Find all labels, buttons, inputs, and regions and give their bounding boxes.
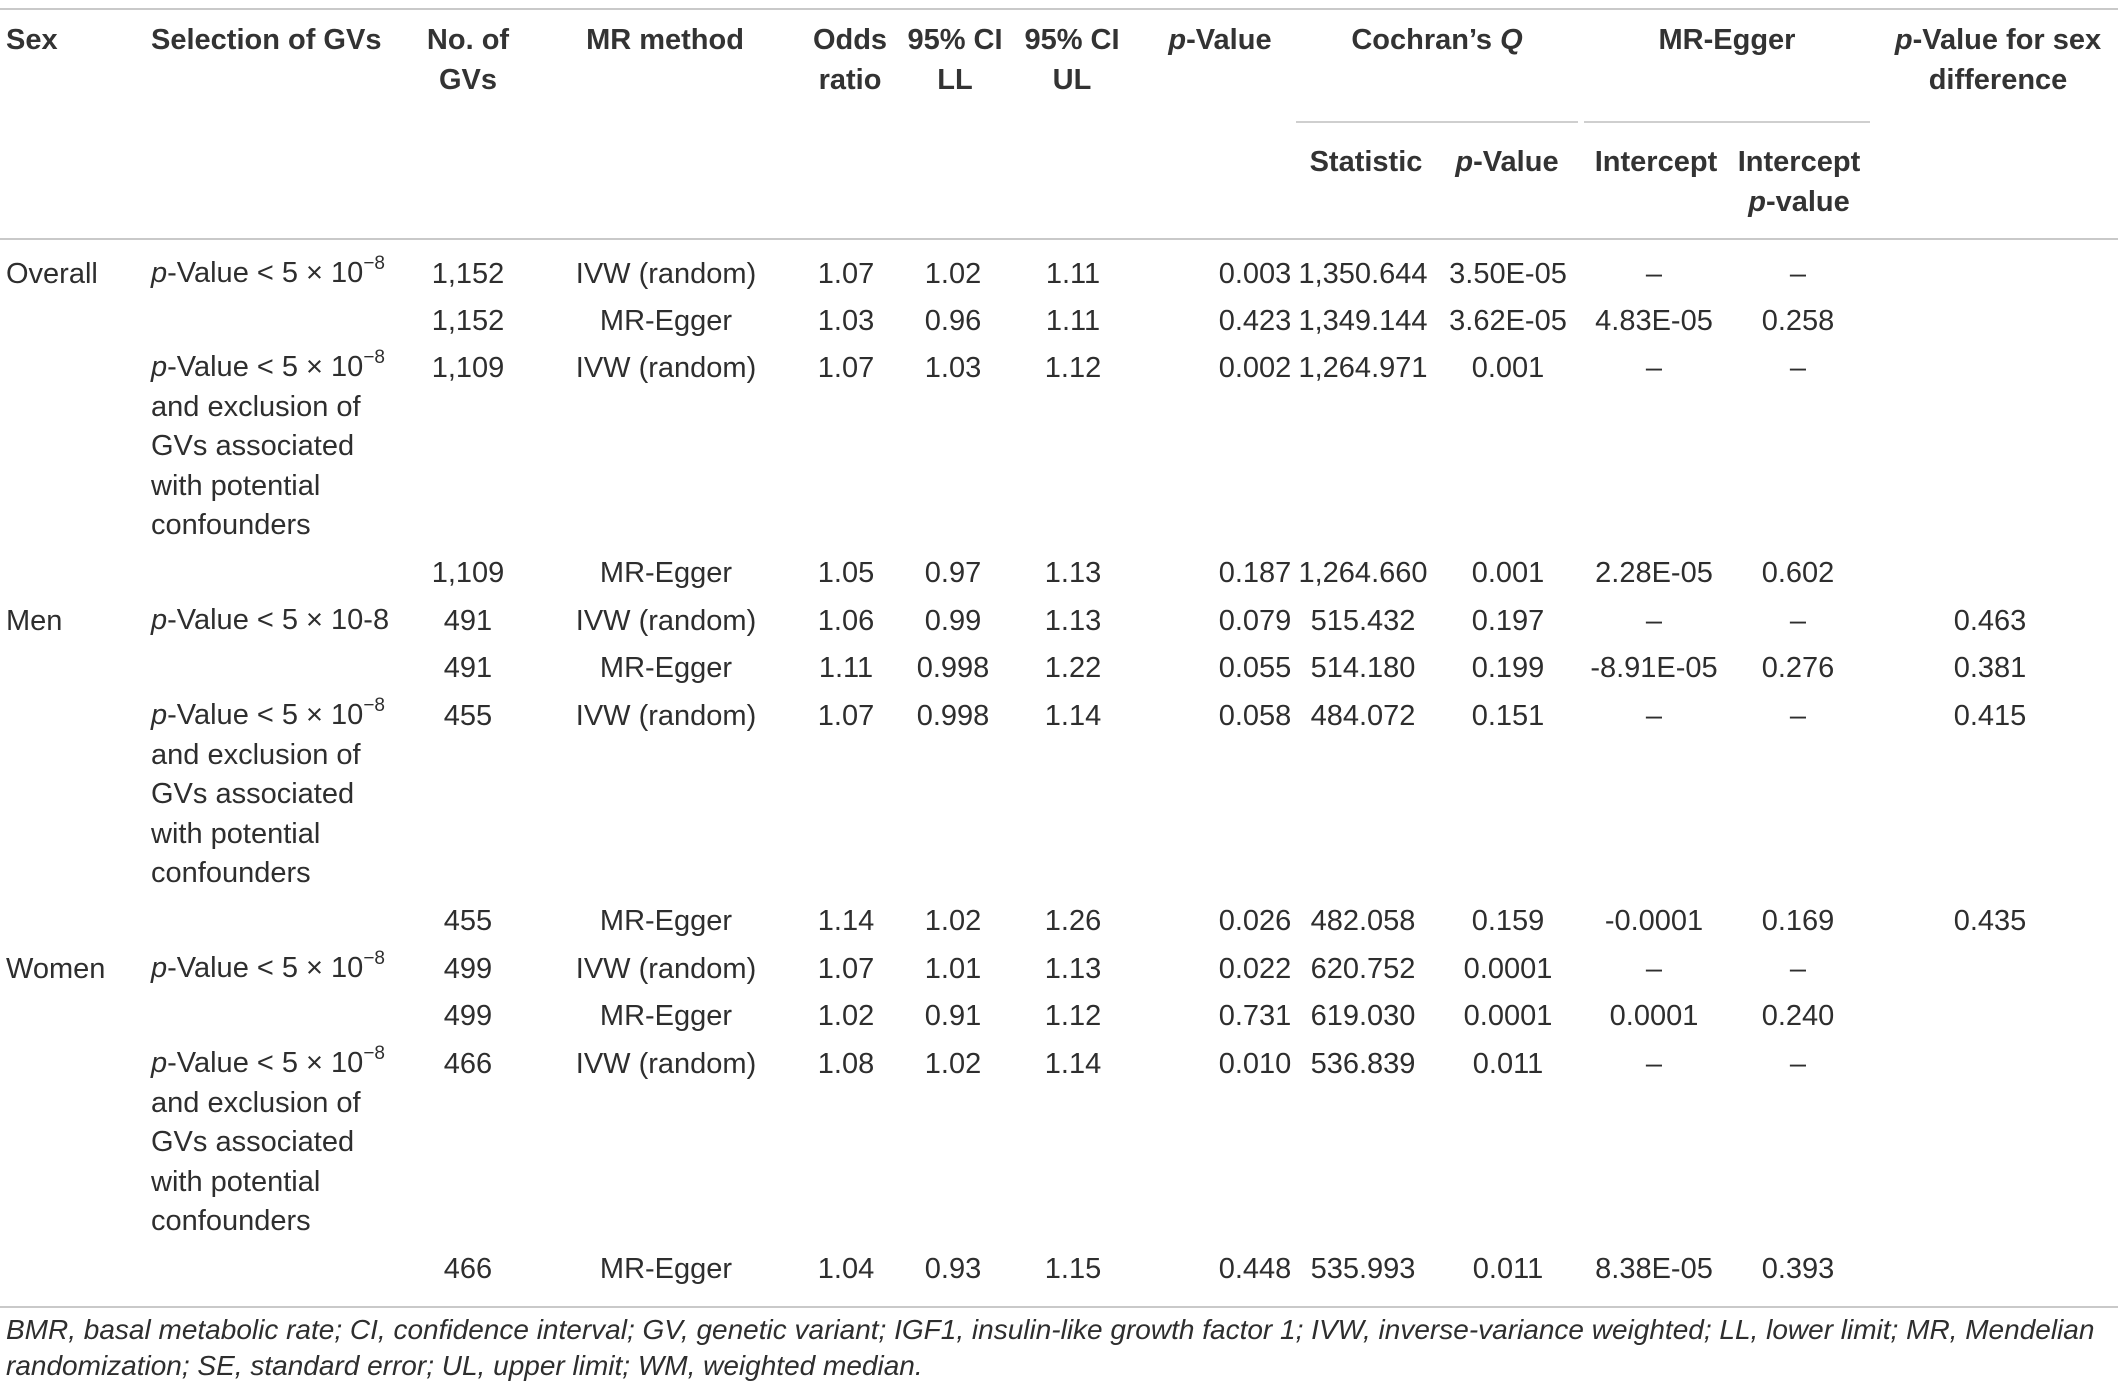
cell-or: 1.06 (817, 605, 875, 637)
p-italic: p (151, 351, 168, 383)
cell-p: 0.003 (1218, 258, 1292, 290)
cell-qp: 0.011 (1472, 1048, 1544, 1080)
selection-line: confounders (151, 857, 311, 889)
cell-ul: 1.12 (1044, 352, 1102, 384)
header-num-gvs: No. of GVs (426, 24, 510, 96)
selection-line: with potential (151, 817, 321, 850)
header-mregger: MR-Egger (1658, 24, 1796, 56)
selection-label (151, 254, 441, 294)
cell-method: IVW (random) (575, 352, 757, 384)
cell-qp: 0.001 (1471, 557, 1545, 589)
cell-intp: 0.602 (1761, 557, 1835, 589)
cell-q: 1,264.660 (1298, 557, 1428, 589)
cell-p: 0.002 (1218, 352, 1292, 384)
cell-q: 536.839 (1310, 1048, 1416, 1080)
cell-or: 1.03 (817, 305, 875, 337)
cell-qp: 0.199 (1471, 652, 1545, 684)
cell-ul: 1.15 (1044, 1253, 1102, 1285)
cell-q: 515.432 (1310, 605, 1416, 637)
cell-ll: 0.97 (924, 557, 982, 589)
header-bottom-rule (0, 238, 2118, 240)
exponent: −8 (363, 695, 385, 716)
cell-or: 1.07 (817, 700, 875, 732)
cell-gvs: 499 (443, 953, 493, 985)
cell-or: 1.07 (817, 953, 875, 985)
cell-qp: 0.011 (1472, 1253, 1544, 1285)
top-rule (0, 8, 2118, 10)
cell-int: 0.0001 (1609, 1000, 1699, 1032)
cell-ul: 1.14 (1044, 700, 1102, 732)
cell-int: 8.38E-05 (1595, 1253, 1713, 1285)
cell-q: 1,350.644 (1298, 258, 1428, 290)
cell-method: IVW (random) (575, 258, 757, 290)
cell-gvs: 1,109 (431, 557, 505, 589)
sex-label: Men (6, 605, 63, 637)
cell-ll: 1.02 (924, 905, 982, 937)
cell-or: 1.07 (817, 258, 875, 290)
cell-intp: – (1789, 258, 1807, 290)
cell-int: -0.0001 (1604, 905, 1704, 937)
cell-p: 0.079 (1218, 605, 1292, 637)
p-italic: p (151, 1047, 168, 1079)
cell-gvs: 1,152 (431, 258, 505, 290)
header-cochran-p: p-Value (1455, 146, 1559, 178)
cell-q: 484.072 (1310, 700, 1416, 732)
cell-method: MR-Egger (599, 905, 733, 937)
cell-gvs: 455 (443, 700, 493, 732)
cell-int: – (1645, 258, 1663, 290)
cell-method: MR-Egger (599, 652, 733, 684)
header-p-value (1150, 20, 1290, 60)
cell-sexp: 0.463 (1953, 605, 2027, 637)
selection-line: and exclusion of (151, 738, 361, 771)
cell-ul: 1.11 (1045, 258, 1101, 290)
cell-ul: 1.22 (1044, 652, 1102, 684)
cell-ll: 1.02 (924, 258, 982, 290)
exponent: −8 (363, 1043, 385, 1064)
cell-intp: – (1789, 352, 1807, 384)
cell-p: 0.448 (1218, 1253, 1292, 1285)
cell-method: MR-Egger (599, 1000, 733, 1032)
cell-ul: 1.13 (1044, 557, 1102, 589)
cell-p: 0.058 (1218, 700, 1292, 732)
cell-qp: 0.0001 (1463, 1000, 1553, 1032)
selection-line: GVs associated (151, 1126, 355, 1158)
cell-qp: 3.50E-05 (1449, 258, 1567, 290)
cell-gvs: 1,109 (431, 352, 505, 384)
selection-line: confounders (151, 509, 311, 541)
cell-gvs: 491 (443, 652, 493, 684)
header-cochran-statistic: Statistic (1309, 146, 1423, 178)
cell-or: 1.08 (817, 1048, 875, 1080)
cell-qp: 3.62E-05 (1449, 305, 1567, 337)
cell-or: 1.11 (818, 652, 874, 684)
selection-label (151, 1044, 441, 1242)
cell-ll: 0.96 (924, 305, 982, 337)
selection-criterion: p-Value < $5 \times 10^{-8}$ (151, 948, 385, 984)
cell-q: 619.030 (1310, 1000, 1416, 1032)
cell-ll: 0.91 (924, 1000, 982, 1032)
cell-p: 0.423 (1218, 305, 1292, 337)
cell-qp: 0.159 (1471, 905, 1545, 937)
selection-label (151, 949, 441, 989)
cell-p: 0.022 (1218, 953, 1292, 985)
cell-q: 1,264.971 (1298, 352, 1428, 384)
cell-ul: 1.13 (1044, 953, 1102, 985)
mregger-underline (1584, 121, 1870, 123)
cell-intp: – (1789, 700, 1807, 732)
selection-label (151, 696, 441, 894)
cell-ll: 1.02 (924, 1048, 982, 1080)
cell-or: 1.07 (817, 352, 875, 384)
cell-gvs: 466 (443, 1253, 493, 1285)
cochran-underline (1296, 121, 1578, 123)
p-italic: p (151, 604, 168, 636)
selection-criterion: p-Value < $5 \times 10^{-8}$ (151, 695, 385, 731)
cell-q: 620.752 (1310, 953, 1416, 985)
selection-line: and exclusion of (151, 1086, 361, 1119)
cell-int: 4.83E-05 (1595, 305, 1713, 337)
cell-method: IVW (random) (575, 953, 757, 985)
cell-intp: 0.393 (1761, 1253, 1835, 1285)
p-italic: p (151, 952, 168, 984)
cell-intp: – (1789, 605, 1807, 637)
cell-ll: 0.99 (924, 605, 982, 637)
cell-gvs: 499 (443, 1000, 493, 1032)
sex-label: Women (6, 953, 106, 985)
cell-intp: 0.240 (1761, 1000, 1835, 1032)
exponent: −8 (363, 253, 385, 274)
cell-ll: 0.998 (916, 652, 990, 684)
exponent: −8 (363, 347, 385, 368)
selection-criterion: p-Value < $5 \times 10^{-8}$ (151, 253, 385, 289)
cell-q: 514.180 (1310, 652, 1416, 684)
header-p-value-text: p-Value (1168, 24, 1272, 56)
cell-ll: 1.01 (924, 953, 982, 985)
cell-gvs: 1,152 (431, 305, 505, 337)
selection-line: confounders (151, 1205, 311, 1237)
cell-method: IVW (random) (575, 700, 757, 732)
cell-qp: 0.001 (1471, 352, 1545, 384)
table-bottom-rule (0, 1306, 2118, 1308)
cell-ul: 1.13 (1044, 605, 1102, 637)
footnote: BMR, basal metabolic rate; CI, confidence interval; GV, genetic variant; IGF1, insulin-like growth factor 1; IVW, inverse-variance weighted; LL, lower limit; MR, Mendelian randomization; SE, standard error; UL, upper limit; WM, weighted median. (6, 1314, 2095, 1381)
selection-criterion: p-Value < $5 \times 10^{-8}$ (151, 1043, 385, 1079)
cell-q: 535.993 (1310, 1253, 1416, 1285)
cell-method: IVW (random) (575, 1048, 757, 1080)
cell-intp: – (1789, 953, 1807, 985)
header-intercept: Intercept (1594, 146, 1718, 178)
selection-criterion: p-Value < 5 × 10-8 (151, 604, 390, 636)
selection-criterion: p-Value < $5 \times 10^{-8}$ (151, 347, 385, 383)
header-selection: Selection of GVs (151, 24, 382, 56)
cell-or: 1.14 (817, 905, 875, 937)
cell-ul: 1.26 (1044, 905, 1102, 937)
cell-method: MR-Egger (599, 305, 733, 337)
cell-or: 1.05 (817, 557, 875, 589)
cell-intp: 0.276 (1761, 652, 1835, 684)
cell-sexp: 0.381 (1953, 652, 2027, 684)
cell-p: 0.187 (1218, 557, 1292, 589)
cell-intp: 0.258 (1761, 305, 1835, 337)
cell-p: 0.055 (1218, 652, 1292, 684)
sex-label: Overall (6, 258, 98, 290)
cell-int: – (1645, 352, 1663, 384)
header-sex: Sex (6, 24, 58, 56)
header-sex-difference: p-Value for sex difference (1894, 24, 2102, 96)
selection-line: GVs associated (151, 430, 355, 462)
cell-gvs: 455 (443, 905, 493, 937)
cell-intp: – (1789, 1048, 1807, 1080)
selection-line: with potential (151, 469, 321, 502)
cell-or: 1.02 (817, 1000, 875, 1032)
cell-qp: 0.197 (1471, 605, 1545, 637)
header-ci-ll: 95% CI LL (907, 24, 1003, 96)
cell-method: MR-Egger (599, 557, 733, 589)
cell-qp: 0.151 (1471, 700, 1545, 732)
cell-q: 1,349.144 (1298, 305, 1428, 337)
cell-int: – (1645, 700, 1663, 732)
cell-ll: 0.998 (916, 700, 990, 732)
cell-ll: 0.93 (924, 1253, 982, 1285)
cell-p: 0.731 (1218, 1000, 1292, 1032)
header-cochran: Cochran’s Q (1351, 24, 1523, 56)
cell-method: IVW (random) (575, 605, 757, 637)
p-italic: p (151, 257, 168, 289)
cell-int: – (1645, 953, 1663, 985)
cell-gvs: 466 (443, 1048, 493, 1080)
cell-sexp: 0.415 (1953, 700, 2027, 732)
cell-qp: 0.0001 (1463, 953, 1553, 985)
cell-q: 482.058 (1310, 905, 1416, 937)
cell-int: 2.28E-05 (1595, 557, 1713, 589)
cell-sexp: 0.435 (1953, 905, 2027, 937)
selection-line: and exclusion of (151, 390, 361, 423)
cell-p: 0.026 (1218, 905, 1292, 937)
cell-ul: 1.12 (1044, 1000, 1102, 1032)
cell-or: 1.04 (817, 1253, 875, 1285)
cell-p: 0.010 (1218, 1048, 1292, 1080)
selection-line: with potential (151, 1165, 321, 1198)
cell-ul: 1.11 (1045, 305, 1101, 337)
exponent: −8 (363, 948, 385, 969)
cell-method: MR-Egger (599, 1253, 733, 1285)
selection-label (151, 348, 441, 546)
cell-int: -8.91E-05 (1590, 652, 1718, 684)
cell-ll: 1.03 (924, 352, 982, 384)
header-intercept-p: Intercept p-value (1737, 146, 1861, 218)
cell-intp: 0.169 (1761, 905, 1835, 937)
cell-int: – (1645, 1048, 1663, 1080)
selection-line: GVs associated (151, 778, 355, 810)
header-odds-ratio: Odds ratio (812, 24, 888, 96)
selection-label (151, 601, 441, 641)
cell-gvs: 491 (443, 605, 493, 637)
cell-int: – (1645, 605, 1663, 637)
cell-ul: 1.14 (1044, 1048, 1102, 1080)
header-ci-ul: 95% CI UL (1024, 24, 1120, 96)
header-mr-method: MR method (586, 24, 744, 56)
p-italic: p (151, 699, 168, 731)
